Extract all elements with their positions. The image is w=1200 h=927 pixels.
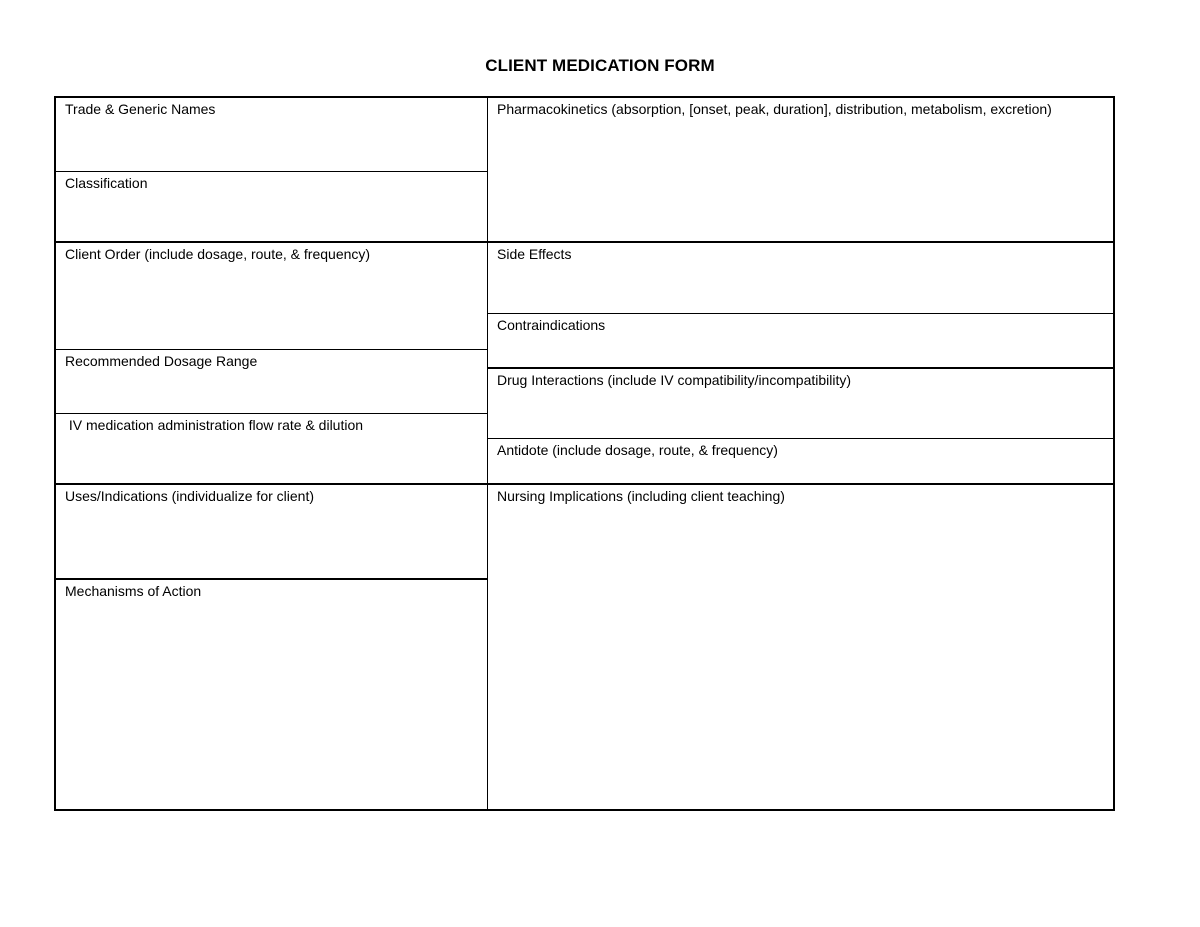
client-order-field[interactable] — [56, 243, 487, 349]
mechanisms-of-action-label: Mechanisms of Action — [65, 583, 202, 599]
side-effects-field[interactable] — [488, 243, 1113, 313]
recommended-dosage-range-field[interactable] — [56, 350, 487, 413]
antidote-label: Antidote (include dosage, route, & frequency) — [497, 442, 778, 458]
iv-administration-field[interactable] — [56, 414, 487, 483]
classification-field[interactable] — [56, 172, 487, 241]
form-title: CLIENT MEDICATION FORM — [485, 56, 715, 75]
uses-indications-field[interactable] — [56, 485, 487, 578]
contraindications-field[interactable] — [488, 314, 1113, 367]
contraindications-label: Contraindications — [497, 317, 606, 333]
trade-generic-names-label: Trade & Generic Names — [65, 101, 216, 117]
mechanisms-of-action-field[interactable] — [56, 580, 487, 809]
antidote-field[interactable] — [488, 439, 1113, 483]
drug-interactions-label: Drug Interactions (include IV compatibility/incompatibility) — [497, 372, 852, 388]
trade-generic-names-field[interactable] — [56, 98, 487, 171]
pharmacokinetics-field[interactable] — [488, 98, 1113, 241]
recommended-dosage-range-label: Recommended Dosage Range — [65, 353, 258, 369]
pharmacokinetics-label: Pharmacokinetics (absorption, [onset, peak, duration], distribution, metabolism, excretion) — [497, 101, 1052, 117]
side-effects-label: Side Effects — [497, 246, 572, 262]
nursing-implications-label: Nursing Implications (including client teaching) — [497, 488, 785, 504]
nursing-implications-field[interactable] — [488, 485, 1113, 809]
iv-administration-label: IV medication administration flow rate & dilution — [65, 417, 364, 433]
classification-label: Classification — [65, 175, 148, 191]
medication-form-grid — [54, 96, 1115, 811]
client-order-label: Client Order (include dosage, route, & frequency) — [65, 246, 371, 262]
uses-indications-label: Uses/Indications (individualize for client) — [65, 488, 314, 504]
drug-interactions-field[interactable] — [488, 369, 1113, 438]
